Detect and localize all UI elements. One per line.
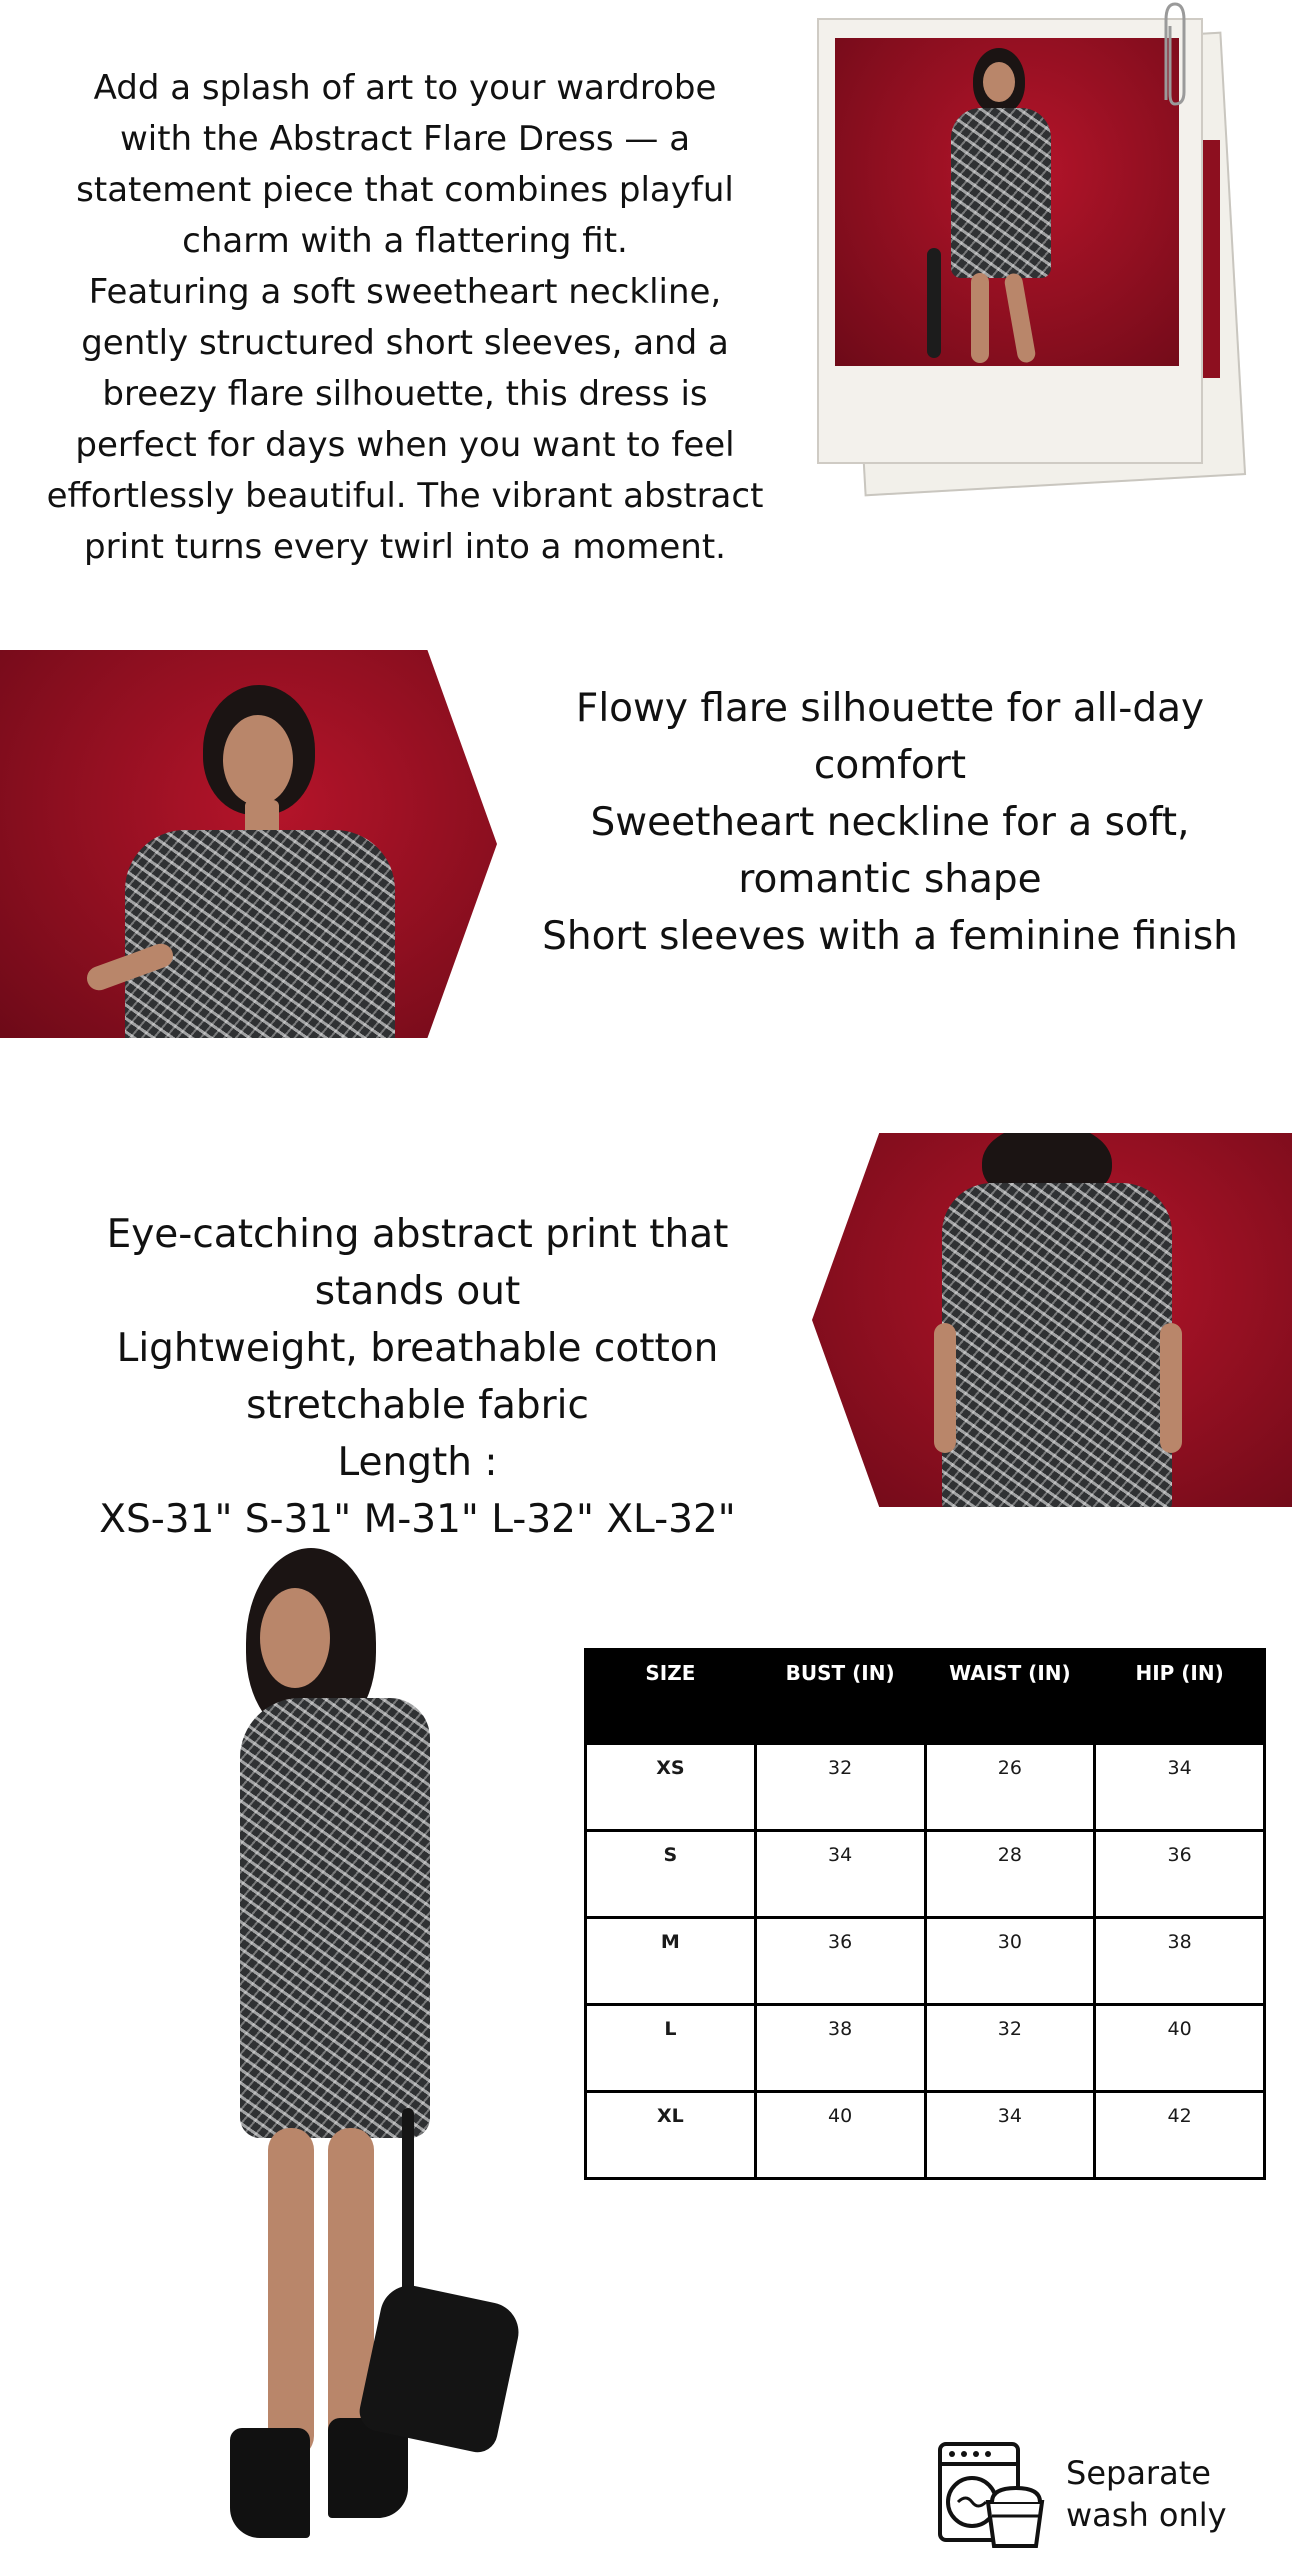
care-instruction bbox=[1066, 2452, 1227, 2536]
hip-cell: 36 bbox=[1095, 1831, 1265, 1918]
feature-line: Short sleeves with a feminine finish bbox=[542, 914, 1238, 959]
header-hip: HIP (IN) bbox=[1095, 1650, 1265, 1744]
feature-line: stands out bbox=[314, 1269, 521, 1314]
waist-cell: 34 bbox=[925, 2092, 1095, 2179]
feature-line: stretchable fabric bbox=[246, 1383, 589, 1428]
handbag bbox=[356, 2280, 524, 2456]
feature-line: comfort bbox=[813, 743, 967, 788]
care-line-2: wash only bbox=[1066, 2496, 1227, 2534]
paper-clip-icon bbox=[1158, 0, 1192, 110]
intro-description bbox=[20, 63, 790, 573]
length-label: Length : bbox=[337, 1440, 498, 1485]
bust-cell: 32 bbox=[755, 1744, 925, 1831]
bust-cell: 36 bbox=[755, 1918, 925, 2005]
size-cell: M bbox=[586, 1918, 756, 2005]
bust-cell: 34 bbox=[755, 1831, 925, 1918]
waist-cell: 30 bbox=[925, 1918, 1095, 2005]
size-chart-header-row bbox=[586, 1650, 1265, 1744]
waist-cell: 32 bbox=[925, 2005, 1095, 2092]
features-list-2 bbox=[40, 1206, 795, 1548]
intro-line: perfect for days when you want to feel bbox=[75, 425, 735, 465]
hip-cell: 38 bbox=[1095, 1918, 1265, 2005]
intro-line: Add a splash of art to your wardrobe bbox=[93, 68, 717, 108]
intro-line: with the Abstract Flare Dress — a bbox=[119, 119, 691, 159]
hip-cell: 42 bbox=[1095, 2092, 1265, 2179]
intro-line: statement piece that combines playful bbox=[76, 170, 734, 210]
feature-line: Eye-catching abstract print that bbox=[106, 1212, 729, 1257]
intro-line: gently structured short sleeves, and a bbox=[81, 323, 729, 363]
intro-line: Featuring a soft sweetheart neckline, bbox=[88, 272, 722, 312]
size-chart-table bbox=[584, 1648, 1266, 2180]
header-size: SIZE bbox=[586, 1650, 756, 1744]
hip-cell: 40 bbox=[1095, 2005, 1265, 2092]
bust-cell: 40 bbox=[755, 2092, 925, 2179]
polaroid-photo bbox=[835, 38, 1179, 366]
feature-line: Flowy flare silhouette for all-day bbox=[575, 686, 1205, 731]
length-values: XS-31" S-31" M-31" L-32" XL-32" bbox=[99, 1497, 736, 1542]
waist-cell: 28 bbox=[925, 1831, 1095, 1918]
table-row bbox=[586, 1831, 1265, 1918]
front-smile-photo bbox=[0, 650, 497, 1038]
header-waist: WAIST (IN) bbox=[925, 1650, 1095, 1744]
waist-cell: 26 bbox=[925, 1744, 1095, 1831]
care-line-1: Separate bbox=[1066, 2454, 1211, 2492]
bust-cell: 38 bbox=[755, 2005, 925, 2092]
feature-line: Sweetheart neckline for a soft, bbox=[590, 800, 1190, 845]
hip-cell: 34 bbox=[1095, 1744, 1265, 1831]
size-cell: L bbox=[586, 2005, 756, 2092]
polaroid-front-frame bbox=[817, 18, 1203, 464]
table-row bbox=[586, 1744, 1265, 1831]
size-cell: XS bbox=[586, 1744, 756, 1831]
table-row bbox=[586, 2005, 1265, 2092]
intro-line: breezy flare silhouette, this dress is bbox=[102, 374, 708, 414]
washing-machine-icon bbox=[936, 2440, 1052, 2550]
intro-line: effortlessly beautiful. The vibrant abstract bbox=[46, 476, 764, 516]
feature-line: romantic shape bbox=[738, 857, 1042, 902]
full-body-photo bbox=[210, 1548, 530, 2548]
intro-line: charm with a flattering fit. bbox=[182, 221, 628, 261]
intro-line: print turns every twirl into a moment. bbox=[84, 527, 726, 567]
table-row bbox=[586, 1918, 1265, 2005]
feature-line: Lightweight, breathable cotton bbox=[116, 1326, 719, 1371]
back-view-photo bbox=[812, 1133, 1292, 1507]
features-list-1 bbox=[520, 680, 1260, 965]
size-cell: XL bbox=[586, 2092, 756, 2179]
header-bust: BUST (IN) bbox=[755, 1650, 925, 1744]
table-row bbox=[586, 2092, 1265, 2179]
size-cell: S bbox=[586, 1831, 756, 1918]
